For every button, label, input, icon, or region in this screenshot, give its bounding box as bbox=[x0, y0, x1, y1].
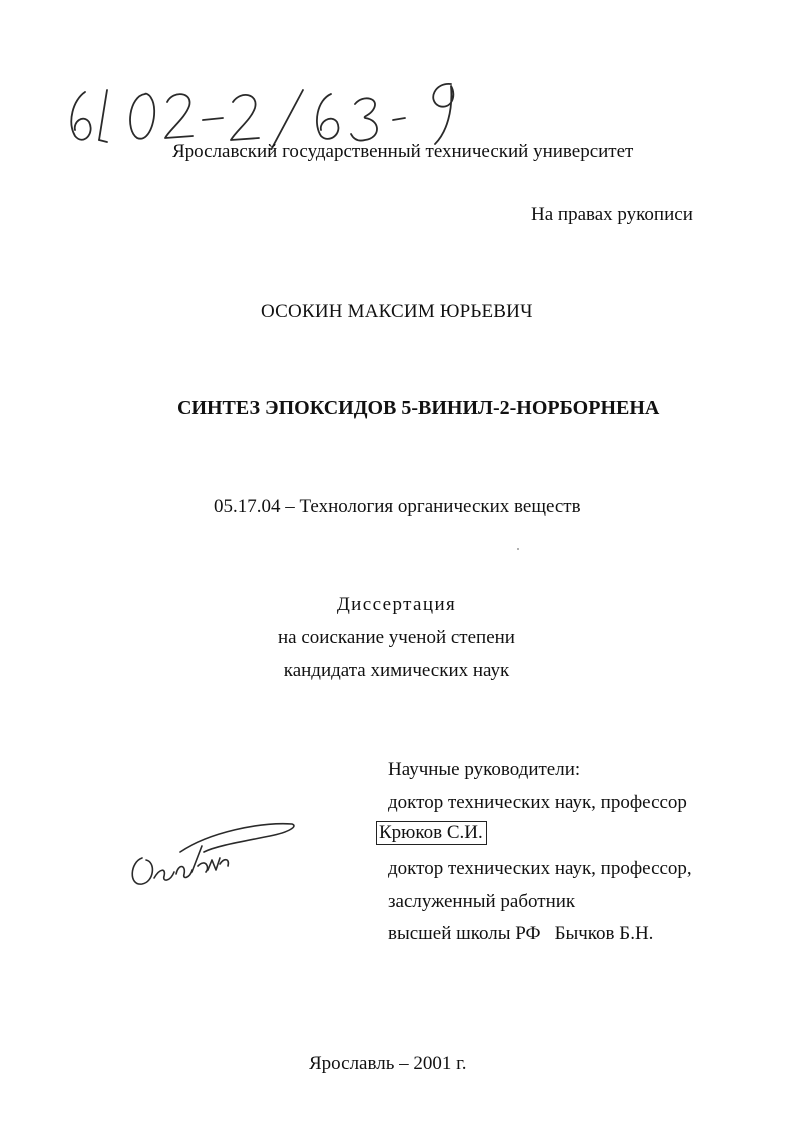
author-name: ОСОКИН МАКСИМ ЮРЬЕВИЧ bbox=[261, 301, 533, 322]
specialty-code: 05.17.04 – Технология органических веществ bbox=[214, 496, 581, 517]
work-type: Диссертация bbox=[336, 594, 457, 615]
handwritten-archive-code bbox=[55, 60, 475, 150]
supervisors-heading: Научные руководители: bbox=[388, 759, 581, 780]
supervisor-2-honor-2: высшей школы РФ bbox=[388, 923, 541, 944]
university-name: Ярославский государственный технический университет bbox=[172, 141, 634, 162]
scan-speck bbox=[517, 548, 519, 550]
place-and-year: Ярославль – 2001 г. bbox=[309, 1053, 467, 1074]
supervisor-1-name: Крюков С.И. bbox=[376, 821, 487, 845]
degree-line-2: кандидата химических наук bbox=[283, 660, 510, 681]
supervisor-1-title: доктор технических наук, профессор bbox=[388, 792, 687, 813]
author-signature bbox=[120, 812, 310, 902]
supervisor-2-name: Бычков Б.Н. bbox=[554, 923, 654, 944]
dissertation-title: СИНТЕЗ ЭПОКСИДОВ 5-ВИНИЛ-2-НОРБОРНЕНА bbox=[177, 397, 660, 419]
rights-note: На правах рукописи bbox=[531, 204, 693, 225]
degree-line-1: на соискание ученой степени bbox=[278, 627, 515, 648]
supervisor-2-line bbox=[388, 924, 653, 943]
supervisor-2-title: доктор технических наук, профессор, bbox=[388, 858, 692, 879]
supervisor-1-name-box bbox=[376, 823, 487, 842]
supervisor-2-honor-1: заслуженный работник bbox=[388, 891, 576, 912]
